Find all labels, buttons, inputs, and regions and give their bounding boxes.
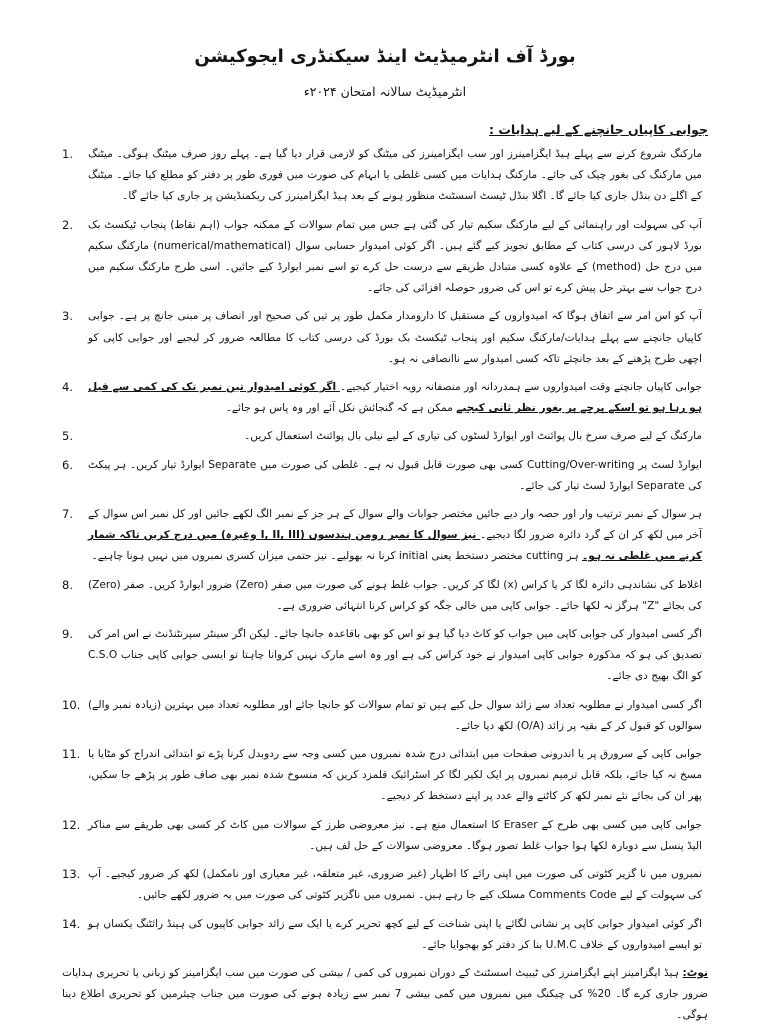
document-title: بورڈ آف انٹرمیڈیٹ اینڈ سیکنڈری ایجوکیشن: [194, 46, 576, 67]
instruction-text: ہر سوال کے نمبر ترتیب وار اور حصہ وار دیے جائیں مختصر جوابات والے سوال کے ہر جز کے نمبر الگ لکھے جائیں اور کل نمبر اس سوال کے آخر میں لکھ کر ان کے گرد دائرہ ضرور لگا دیجیے۔: [88, 508, 702, 542]
instruction-number: 6.: [62, 457, 73, 472]
instruction-item: [62, 306, 708, 370]
instruction-item: [62, 504, 708, 568]
instruction-number: 13.: [62, 867, 81, 882]
instruction-text: مارکنگ کے لیے صرف سرخ بال پوائنٹ اور ایوارڈ لسٹوں کی تیاری کے لیے نیلی بال پوائنٹ استعمال کریں۔: [244, 430, 702, 443]
document-subtitle: انٹرمیڈیٹ سالانہ امتحان ۲۰۲۴ء: [303, 84, 467, 99]
instruction-text: مارکنگ شروع کرنے سے پہلے ہیڈ ایگزامینرز اور سب ایگزامینرز کی میٹنگ کو لازمی قرار دیا گیا ہے۔ پہلے روز صرف میٹنگ ہوگی۔ میٹنگ میں مارکنگ کی بغور چیک کی جائے۔ مارکنگ ہدایات میں کسی غلطی یا ابہام کی صورت میں فوری طور پر دفتر کو مطلع کیا جائے۔ میٹنگ کے اگلے دن بنڈل جاری کیا جائے گا۔ اگلا بنڈل ٹیسٹ اسسٹنٹ منظور ہونے کے بعد ہیڈ ایگزامینرز کی ریکمنڈیشن پر جاری کیا جائے گا۔: [88, 148, 702, 203]
instruction-item: [62, 575, 708, 617]
instruction-number: 5.: [62, 429, 73, 444]
instruction-item: [62, 695, 708, 737]
instruction-item: [62, 215, 708, 300]
instruction-number: 9.: [62, 627, 73, 642]
instruction-text: ایوارڈ لسٹ پر Cutting/Over-writing کسی بھی صورت قابل قبول نہ ہے۔ غلطی کی صورت میں Separate ایوارڈ تیار کریں۔ ہر پیکٹ کی Separate ایوارڈ لسٹ تیار کی جائے۔: [88, 458, 702, 492]
instruction-item: [62, 144, 708, 208]
instruction-item: [62, 426, 708, 447]
closing-note: [62, 963, 708, 1027]
instruction-number: 10.: [62, 697, 81, 712]
instruction-item: [62, 864, 708, 906]
instructions-list: [62, 144, 708, 956]
instruction-number: 1.: [62, 147, 73, 161]
instruction-text: اگر کوئی امیدوار جوابی کاپی پر نشانی لگائے یا اپنی شناخت کے لیے کچھ تحریر کرے یا ایک سے زائد جوابی کاپیوں کی ہینڈ رائٹنگ یکساں ہو تو ایسے امیدواروں کے خلاف U.M.C بنا کر دفتر کو بھجوایا جائے۔: [88, 917, 702, 951]
instruction-item: [62, 455, 708, 497]
instruction-text: جوابی کاپیاں جانچتے وقت امیدواروں سے ہمدردانہ اور منصفانہ رویہ اختیار کیجیے۔: [340, 381, 702, 394]
instruction-item: [62, 377, 708, 419]
instruction-emphasis: اگر کوئی امیدوار تین نمبر تک کی کمی سے فیل ہو رہا ہو تو اسکے پرچے پر بغور نظر ثانی کیجیے: [88, 381, 702, 415]
instruction-text: اگر کسی امیدوار نے مطلوبہ تعداد سے زائد سوال حل کیے ہیں تو تمام سوالات کو جانچا جائے اور مطلوبہ تعداد میں بہترین (زیادہ نمبر والے) سوالوں کو قبول کر کے بقیہ پر زائد (O/A) لکھ دیا جائے۔: [88, 698, 702, 732]
instruction-tail: ممکن ہے کہ گنجائش نکل آئے اور وہ پاس ہو جائے۔: [225, 402, 457, 415]
instruction-tail: ہر cutting مختصر دستخط یعنی initial کرنا نہ بھولیے۔ نیز حتمی میزان کسری نمبروں میں نہیں ہونا چاہیے۔: [91, 550, 583, 563]
instruction-item: [62, 744, 708, 808]
instruction-emphasis: نیز سوال کا نمبر رومن ہندسوں (I, II, III وغیرہ) میں درج کریں تاکہ شمار کرنے میں غلطی نہ ہو۔: [88, 529, 702, 563]
instruction-item: [62, 624, 708, 688]
instruction-number: 3.: [62, 309, 73, 324]
section-heading: جوابی کاپیاں جانچنے کے لیے ہدایات :: [488, 122, 708, 137]
instruction-text: اغلاط کی نشاندہی دائرہ لگا کر یا کراس (x) لگا کر کریں۔ جواب غلط ہونے کی صورت میں صفر (Zero) ضرور ایوارڈ کریں۔ صفر (Zero) کی بجائے "Z" ہرگز نہ لکھا جائے۔ جوابی کاپی میں خالی جگہ کو کراس کرنا انتہائی ضروری ہے۔: [88, 578, 702, 612]
instruction-item: [62, 914, 708, 956]
instruction-item: [62, 815, 708, 857]
instruction-number: 12.: [62, 817, 81, 832]
instruction-text: نمبروں میں نا گزیر کٹوتی کی صورت میں اپنی رائے کا اظہار (غیر ضروری، غیر متعلقہ، غیر معیاری اور نامکمل) لکھ کر ضرور کیجیے۔ آپ کی سہولت کے لیے Comments Code مسلک کیے جا رہے ہیں۔ نمبروں میں ناگزیر کٹوتی کی صورت میں یہ ضرور لکھے جائیں۔: [88, 868, 702, 902]
instruction-number: 7.: [62, 507, 73, 522]
instruction-text: اگر کسی امیدوار کی جوابی کاپی میں جواب کو کاٹ دیا گیا ہو تو اس کو بھی باقاعدہ جانچا جائے۔ لیکن اگر سینٹر سپرنٹنڈنٹ نے اس امر کی تصدیق کی ہو کہ مذکورہ جوابی کاپی امیدوار نے خود کراس کی ہے اور وہ اسے مارک نہیں کروانا چاہتا تو ایسی جوابی کاپی جناب C.S.O کو الگ بھیج دی جائے۔: [88, 628, 702, 683]
instruction-number: 8.: [62, 577, 73, 592]
instruction-number: 2.: [62, 217, 73, 232]
instruction-text: آپ کو اس امر سے اتفاق ہوگا کہ امیدواروں کے مستقبل کا دارومدار مکمل طور پر تیں کی صحیح اور انصاف پر مبنی جانچ پر ہے۔ جوابی کاپیاں جانچنے سے پہلے ہدایات/مارکنگ سکیم اور پنجاب ٹیکسٹ بک بورڈ کی درسی کتاب کا مطالعہ ضرور کر لیجیے اور جوابی کاپی کو اچھی طرح پڑھنے کے بعد جانچئے تاکہ کسی امیدوار سے ناانصافی نہ ہو۔: [88, 310, 702, 365]
instruction-number: 14.: [62, 916, 81, 931]
instruction-text: جوابی کاپی کے سرورق پر یا اندرونی صفحات میں ابتدائی درج شدہ نمبروں میں کسی وجہ سے ردوبدل کرنا پڑے تو ابتدائی اندراج کو مٹایا یا مسخ نہ کیا جائے، بلکہ قابل ترمیم نمبروں پر ایک لکیر لگا کر اسٹرائیک قلمزد کریں کہ منسوخ شدہ نمبر بھی صاف طور پر پڑھے جا سکیں، پھر ان کی بجائے نئے نمبر لکھ کر کاٹنے والے عدد پر اپنے دستخط کر دیجیے۔: [88, 748, 702, 803]
note-text: ہیڈ ایگزامینر اپنے ایگزامنرز کی ٹیبیٹ اسسٹنٹ کے دوران نمبروں کی کمی / بیشی کی صورت میں سب ایگزامینر کو زبانی یا تحریری ہدایات ضرور جاری کرے گا۔ 20% کی چیکنگ میں نمبروں میں کمی بیشی 7 نمبر سے زیادہ ہونے کی صورت میں جناب چیئرمین کو تحریری اطلاع دینا ہوگی۔: [62, 966, 708, 1022]
instruction-text: آپ کی سہولت اور راہنمائی کے لیے مارکنگ سکیم تیار کی گئی ہے جس میں تمام سوالات کے ممکنہ جواب (اہم نقاط) پنجاب ٹیکسٹ بک بورڈ لاہور کی درسی کتاب کے مطابق تجویز کیے گئے ہیں۔ اگر کوئی امیدوار حسابی سوال (numerical/mathematical) مارکنگ سکیم میں درج حل (method) کے علاوہ کسی متبادل طریقے سے درست حل کرے تو اسے نمبر ایوارڈ کیے جائیں۔ اسی طرح مارکنگ سکیم میں درج جواب سے بہتر حل پیش کرے تو اس کی ضرور حوصلہ افزائی کی جائے۔: [88, 218, 702, 295]
instruction-number: 4.: [62, 380, 73, 395]
instruction-number: 11.: [62, 747, 81, 762]
instruction-text: جوابی کاپی میں کسی بھی طرح کے Eraser کا استعمال منع ہے۔ نیز معروضی طرز کے سوالات میں کاٹ کر کسی بھی طریقے سے مناکر الیڈ پنسل سے دوبارہ لکھا ہوا جواب غلط تصور ہوگا۔ معروضی سوالات کے حل لف ہیں۔: [88, 818, 702, 852]
note-label: نوٹ:: [682, 966, 708, 979]
